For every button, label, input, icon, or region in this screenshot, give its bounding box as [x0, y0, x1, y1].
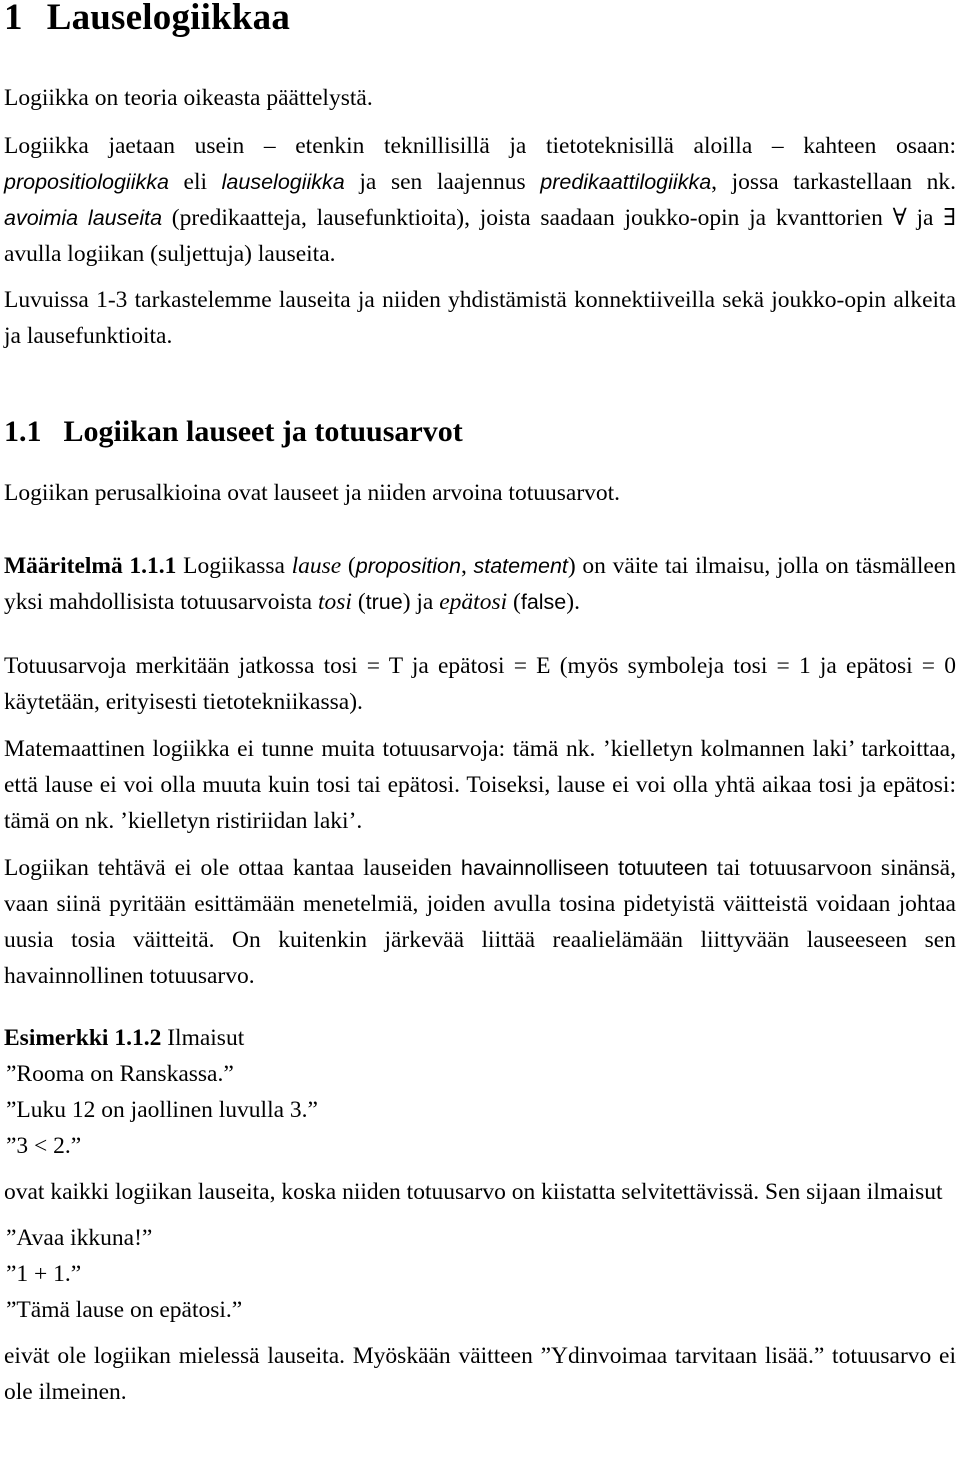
body-block: [4, 648, 956, 994]
term-havainnolliseen-totuuteen: havainnolliseen totuuteen: [460, 856, 708, 880]
math-logic-paragraph: Matemaattinen logiikka ei tunne muita totuusarvoja: tämä nk. ’kielletyn kolmannen laki’ tarkoittaa, että lause ei voi olla muuta kuin tosi tai epätosi. Toiseksi, lause ei voi olla yhtä aikaa tosi ja epätosi: tämä on nk. ’kielletyn ristiriidan laki’.: [4, 736, 956, 834]
non-statement-list: [4, 1220, 956, 1328]
term-avoimia-lauseita: avoimia lauseita: [4, 206, 163, 230]
list-item: ”Tämä lause on epätosi.”: [6, 1297, 243, 1323]
term-lause: lause: [291, 553, 342, 579]
intro-paragraph-2: Logiikka jaetaan usein – etenkin teknillisillä ja tietoteknisillä aloilla – kahteen osaan: propositiologiikka eli lauselogiikka ja sen laajennus predikaattilogiikka, jossa tarkastellaan nk. avoimia lauseita (predikaatteja, lausefunktioita), joista saadaan joukko-opin ja kvanttorien ∀ ja ∃ avulla logiikan (suljettuja) lauseita.: [4, 133, 956, 267]
intro-block: [4, 80, 956, 354]
truth-values-paragraph: Totuusarvoja merkitään jatkossa tosi = T ja epätosi = E (myös symboleja tosi = 1 ja epätosi = 0 käytetään, erityisesti tietotekniikassa).: [4, 653, 956, 715]
task-paragraph: Logiikan tehtävä ei ole ottaa kantaa lauseiden havainnolliseen totuuteen tai totuusarvoon sinänsä, vaan siinä pyritään esittämään menetelmiä, joiden avulla tosina pidetyistä väitteistä voidaan johtaa uusia tosia väitteitä. On kuitenkin järkevää liittää reaalielämään liittyvään lauseeseen sen havainnollinen totuusarvo.: [4, 855, 956, 989]
chapter-title: Lauselogiikkaa: [46, 0, 291, 38]
definition-block: [4, 548, 956, 620]
chapter-number: 1: [4, 0, 23, 38]
example-heading: [4, 1020, 956, 1056]
example-paragraph-1: ovat kaikki logiikan lauseita, koska niiden totuusarvo on kiistatta selvitettävissä. Sen sijaan ilmaisut: [4, 1179, 943, 1205]
example-paragraph-2: eivät ole logiikan mielessä lauseita. Myöskään väitteen ”Ydinvoimaa tarvitaan lisää.” totuusarvo ei ole ilmeinen.: [4, 1343, 956, 1405]
section-number: 1.1: [4, 415, 42, 448]
list-item: ”3 < 2.”: [6, 1133, 82, 1159]
section-intro: Logiikan perusalkioina ovat lauseet ja niiden arvoina totuusarvot.: [4, 480, 621, 506]
definition-1-1-1: Määritelmä 1.1.1 Logiikassa lause (proposition, statement) on väite tai ilmaisu, jolla on täsmälleen yksi mahdollisista totuusarvoista tosi (true) ja epätosi (false).: [4, 553, 956, 615]
example-label: Esimerkki 1.1.2: [4, 1025, 162, 1051]
chapter-heading: [4, 0, 290, 38]
section-block: [4, 414, 956, 511]
term-lauselogiikka: lauselogiikka: [221, 170, 345, 194]
example-title: Ilmaisut: [161, 1025, 245, 1051]
term-propositiologiikka: propositiologiikka: [4, 170, 169, 194]
example-block: [4, 1020, 956, 1410]
intro-paragraph-1: Logiikka on teoria oikeasta päättelystä.: [4, 85, 373, 111]
list-item: ”Avaa ikkuna!”: [6, 1225, 153, 1251]
definition-label: Määritelmä 1.1.1: [4, 553, 177, 579]
list-item: ”Rooma on Ranskassa.”: [6, 1061, 234, 1087]
statement-list: [4, 1056, 956, 1164]
intro-paragraph-3: Luvuissa 1-3 tarkastelemme lauseita ja niiden yhdistämistä konnektiiveilla sekä joukko-opin alkeita ja lausefunktioita.: [4, 287, 956, 349]
list-item: ”1 + 1.”: [6, 1261, 82, 1287]
list-item: ”Luku 12 on jaollinen luvulla 3.”: [6, 1097, 318, 1123]
section-heading: [4, 414, 956, 450]
term-predikaattilogiikka: predikaattilogiikka: [540, 170, 712, 194]
section-title: Logiikan lauseet ja totuusarvot: [63, 415, 463, 448]
